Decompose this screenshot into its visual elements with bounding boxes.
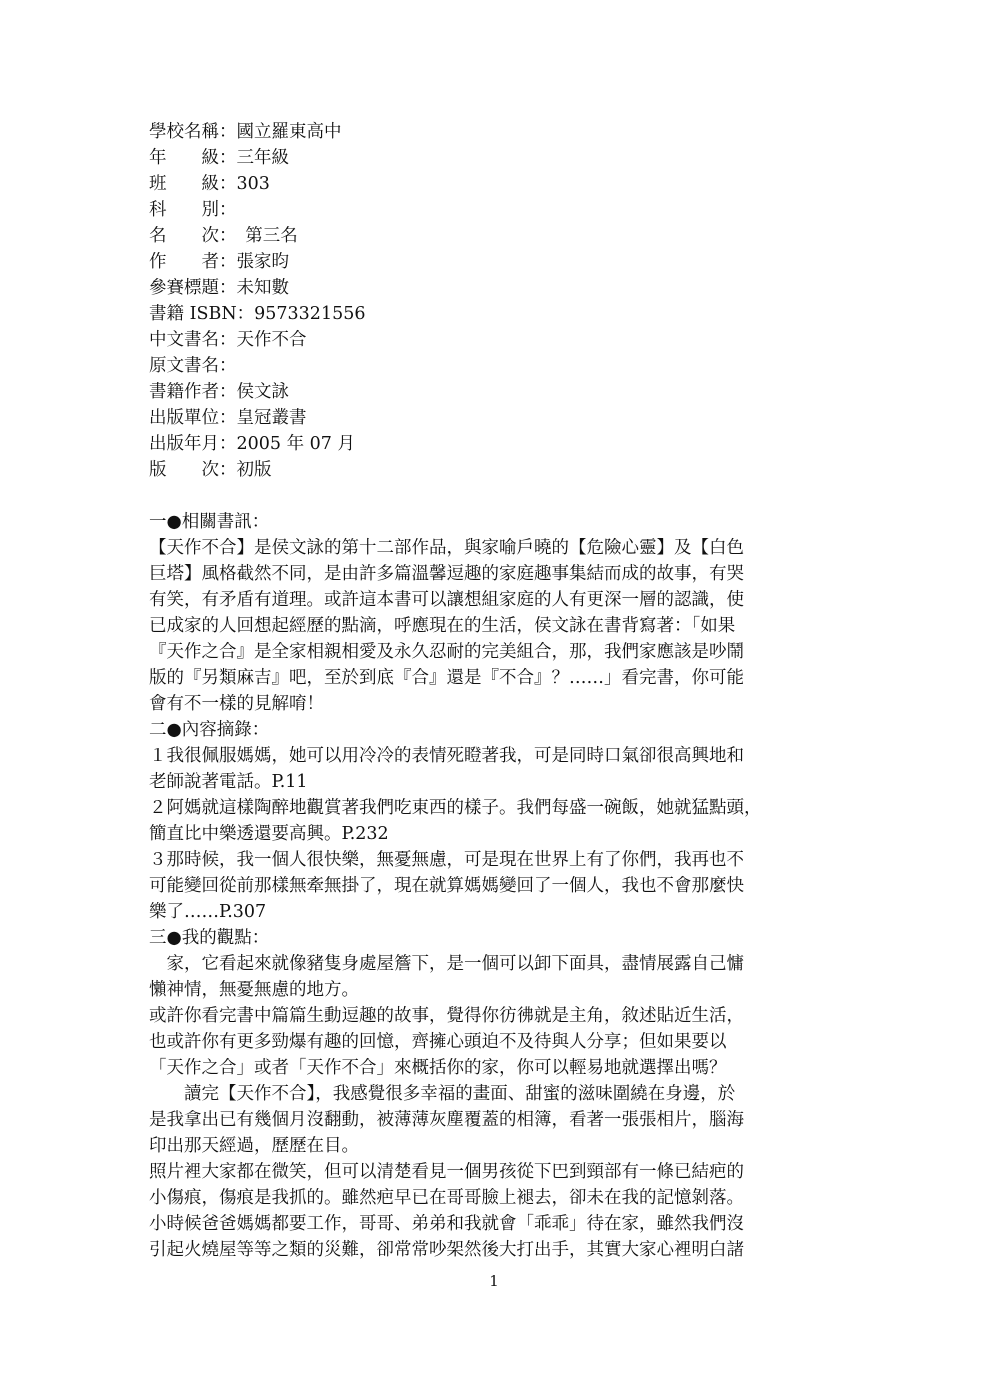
paragraph-line: 巨塔】風格截然不同，是由許多篇溫馨逗趣的家庭趣事集結而成的故事，有哭 (149, 564, 744, 584)
entry-title: 參賽標題：未知數 (149, 278, 289, 298)
school-name: 學校名稱：國立羅東高中 (149, 122, 342, 142)
paragraph-line: 印出那天經過，歷歷在目。 (149, 1136, 359, 1156)
paragraph-line: 【天作不合】是侯文詠的第十二部作品，與家喻戶曉的【危險心靈】及【白色 (149, 538, 744, 558)
paragraph-line: 小傷痕，傷痕是我抓的。雖然疤早已在哥哥臉上褪去，卻未在我的記憶剝落。 (149, 1188, 744, 1208)
section-heading-excerpts: 二●內容摘錄： (149, 720, 270, 740)
excerpt-line: １我很佩服媽媽，她可以用冷冷的表情死瞪著我，可是同時口氣卻很高興地和 (149, 746, 744, 766)
paragraph-line: 家，它看起來就像豬隻身處屋簷下，是一個可以卸下面具，盡情展露自己慵 (149, 954, 744, 974)
original-title: 原文書名： (149, 356, 237, 376)
book-author: 書籍作者：侯文詠 (149, 382, 289, 402)
excerpt-line: ２阿媽就這樣陶醉地觀賞著我們吃東西的樣子。我們每盛一碗飯，她就猛點頭， (149, 798, 762, 818)
paragraph-line: 『天作之合』是全家相親相愛及永久忍耐的完美組合，那，我們家應該是吵鬧 (149, 642, 744, 662)
page-number: 1 (489, 1272, 499, 1290)
paragraph-line: 已成家的人回想起經歷的點滴，呼應現在的生活，侯文詠在書背寫著：「如果 (149, 616, 736, 636)
isbn: 書籍 ISBN：9573321556 (149, 304, 366, 324)
paragraph-line: 照片裡大家都在微笑，但可以清楚看見一個男孩從下巴到頸部有一條已結疤的 (149, 1162, 744, 1182)
paragraph-line: 小時候爸爸媽媽都要工作，哥哥、弟弟和我就會「乖乖」待在家，雖然我們沒 (149, 1214, 744, 1234)
paragraph-line: 或許你看完書中篇篇生動逗趣的故事，覺得你彷彿就是主角，敘述貼近生活， (149, 1006, 744, 1026)
excerpt-line: ３那時候，我一個人很快樂，無憂無慮，可是現在世界上有了你們，我再也不 (149, 850, 744, 870)
rank: 名 次： 第三名 (149, 226, 298, 246)
excerpt-line: 樂了……P.307 (149, 902, 267, 922)
author: 作 者：張家昀 (149, 252, 289, 272)
class: 班 級：303 (149, 174, 270, 194)
paragraph-line: 有笑，有矛盾有道理。或許這本書可以讓想組家庭的人有更深一層的認識，使 (149, 590, 744, 610)
paragraph-line: 也或許你有更多勁爆有趣的回憶，齊擁心頭迫不及待與人分享；但如果要以 (149, 1032, 727, 1052)
paragraph-line: 懶神情，無憂無慮的地方。 (149, 980, 359, 1000)
paragraph-line: 引起火燒屋等等之類的災難，卻常常吵架然後大打出手，其實大家心裡明白諸 (149, 1240, 744, 1260)
publish-date: 出版年月：2005 年 07 月 (149, 434, 355, 454)
paragraph-line: 「天作之合」或者「天作不合」來概括你的家，你可以輕易地就選擇出嗎？ (149, 1058, 727, 1078)
paragraph-line: 版的『另類麻吉』吧，至於到底『合』還是『不合』？……」看完書，你可能 (149, 668, 744, 688)
edition: 版 次：初版 (149, 460, 272, 480)
excerpt-line: 老師說著電話。P.11 (149, 772, 308, 792)
excerpt-line: 可能變回從前那樣無牽無掛了，現在就算媽媽變回了一個人，我也不會那麼快 (149, 876, 744, 896)
paragraph-line: 是我拿出已有幾個月沒翻動，被薄薄灰塵覆蓋的相簿，看著一張張相片，腦海 (149, 1110, 744, 1130)
paragraph-line: 會有不一樣的見解唷！ (149, 694, 324, 714)
excerpt-line: 簡直比中樂透還要高興。P.232 (149, 824, 389, 844)
section-heading-my-view: 三●我的觀點： (149, 928, 270, 948)
section-heading-related-info: 一●相關書訊： (149, 512, 270, 532)
chinese-title: 中文書名：天作不合 (149, 330, 307, 350)
grade: 年 級：三年級 (149, 148, 289, 168)
paragraph-line: 讀完【天作不合】，我感覺很多幸福的畫面、甜蜜的滋味圍繞在身邊，於 (149, 1084, 736, 1104)
publisher: 出版單位：皇冠叢書 (149, 408, 307, 428)
category: 科 別： (149, 200, 237, 220)
